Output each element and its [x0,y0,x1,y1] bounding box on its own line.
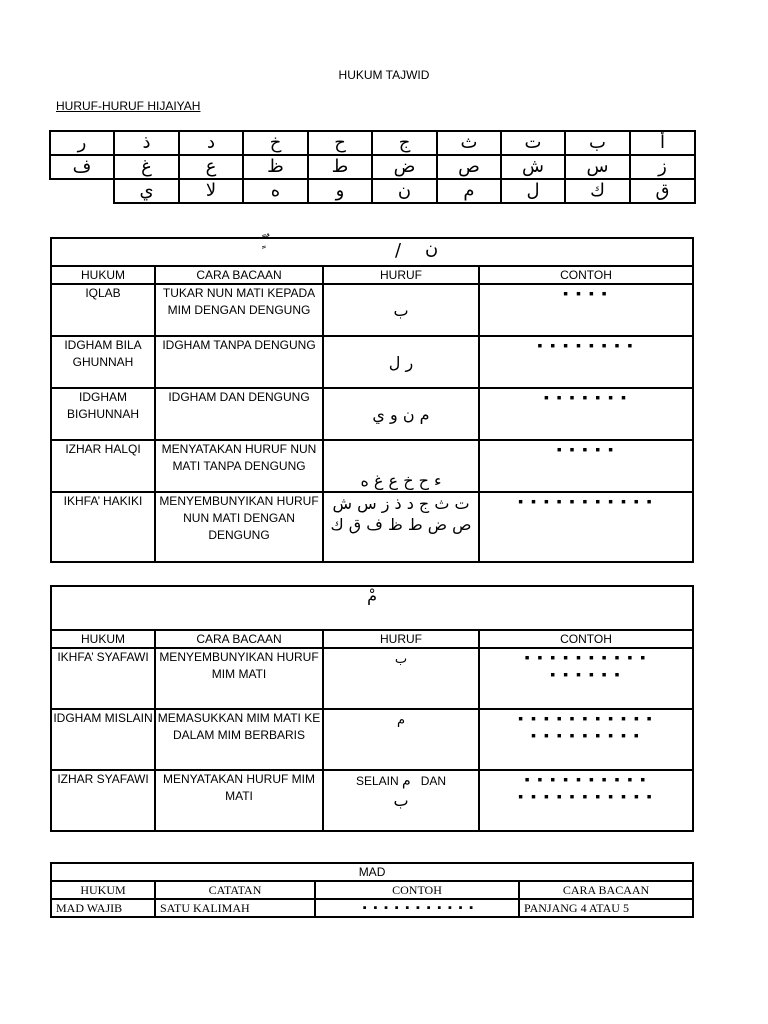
huruf-cell: م [323,709,479,770]
hukum-cell: IZHAR SYAFAWI [51,770,155,831]
contoh-cell: ▪ ▪ ▪ ▪ ▪ ▪ ▪ ▪ ▪ ▪ ▪ [479,492,693,562]
letter-cell: ث [437,131,501,155]
table-row [51,492,693,562]
hijaiyah-row [50,179,695,203]
huruf-cell: ب [323,284,479,336]
hukum-cell: IKHFA’ SYAFAWI [51,648,155,709]
letter-cell: ن [372,179,437,203]
hijaiyah-row [50,131,695,155]
hijaiyah-table [49,130,696,204]
header-cara-bacaan: CARA BACAAN [155,630,323,648]
letter-cell: أ [630,131,695,155]
hukum-cell: IDGHAM BIGHUNNAH [51,388,155,440]
letter-cell: ك [565,179,630,203]
header-contoh: CONTOH [479,266,693,284]
contoh-cell: ▪ ▪ ▪ ▪ ▪ ▪ ▪ ▪ ▪ ▪ ▪ [315,899,519,917]
table-row [51,440,693,492]
header-huruf: HURUF [323,266,479,284]
table-row [51,336,693,388]
huruf-cell: ت ث ج د ذ ز س ش ص ض ط ظ ف ق ك [323,492,479,562]
letter-cell: ض [372,155,437,179]
table-row [51,899,693,917]
huruf-cell: م ن و ي [323,388,479,440]
letter-cell: ه [243,179,308,203]
cara-cell: PANJANG 4 ATAU 5 [519,899,693,917]
letter-cell: س [565,155,630,179]
letter-cell: ح [308,131,372,155]
contoh-cell: ▪ ▪ ▪ ▪ ▪ ▪ ▪ [479,388,693,440]
table-row [51,388,693,440]
letter-cell: ب [565,131,630,155]
contoh-cell: ▪ ▪ ▪ ▪ ▪ ▪ ▪ ▪ [479,336,693,388]
contoh-cell [479,770,693,831]
contoh-cell: ▪ ▪ ▪ ▪ ▪ [479,440,693,492]
tanwin-marks: ٍ ً ٌ [262,234,270,249]
hukum-cell: IDGHAM MISLAIN [51,709,155,770]
table-row [51,648,693,709]
cara-cell: MENYEMBUNYIKAN HURUF MIM MATI [155,648,323,709]
header-cara-bacaan: CARA BACAAN [155,266,323,284]
header-catatan: CATATAN [155,881,315,899]
contoh-line: ▪ ▪ ▪ ▪ ▪ ▪ ▪ ▪ ▪ [531,727,641,743]
huruf-cell [323,770,479,831]
header-hukum: HUKUM [51,630,155,648]
mim-caption [51,586,693,630]
mim-letter: م [402,773,411,789]
huruf-cell: ب [323,648,479,709]
letter-cell: خ [243,131,308,155]
table-header-row [51,266,693,284]
letter-cell: و [308,179,372,203]
mim-sukun-letter: مْ [367,586,377,605]
hukum-cell: IKHFA’ HAKIKI [51,492,155,562]
letter-cell: ج [372,131,437,155]
contoh-line: ▪ ▪ ▪ ▪ ▪ ▪ ▪ ▪ ▪ ▪ ▪ [518,788,654,804]
letter-cell: ت [501,131,565,155]
hukum-cell: MAD WAJIB [51,899,155,917]
letter-cell: ش [501,155,565,179]
letter-cell: ظ [243,155,308,179]
nun-mati-table [50,234,694,563]
catatan-cell: SATU KALIMAH [155,899,315,917]
header-cara-bacaan: CARA BACAAN [519,881,693,899]
mad-table [50,862,694,918]
hukum-cell: IZHAR HALQI [51,440,155,492]
contoh-line: ▪ ▪ ▪ ▪ ▪ ▪ [550,666,622,682]
empty-cell [50,179,114,203]
table-caption-row [51,586,693,630]
letter-cell: ط [308,155,372,179]
letter-cell: د [179,131,243,155]
contoh-cell [479,648,693,709]
contoh-line: ▪ ▪ ▪ ▪ ▪ ▪ ▪ ▪ ▪ ▪ [524,649,648,665]
cara-cell: MENYATAKAN HURUF NUN MATI TANPA DENGUNG [155,440,323,492]
table-caption-row [51,863,693,881]
letter-cell: م [437,179,501,203]
letter-cell: ر [50,131,114,155]
hukum-cell: IQLAB [51,284,155,336]
cara-cell: IDGHAM DAN DENGUNG [155,388,323,440]
table-row [51,709,693,770]
header-huruf: HURUF [323,630,479,648]
cara-cell: MEMASUKKAN MIM MATI KE DALAM MIM BERBARIS [155,709,323,770]
huruf-dan-label: DAN [420,774,447,788]
nun-caption [51,234,693,266]
cara-cell: MENYATAKAN HURUF MIM MATI [155,770,323,831]
letter-cell: ل [501,179,565,203]
header-hukum: HUKUM [51,266,155,284]
letter-cell: ع [179,155,243,179]
huruf-selain-label: SELAIN [355,774,399,788]
table-row [51,284,693,336]
ba-letter: ب [393,791,409,810]
letter-cell: ز [630,155,695,179]
cara-cell: IDGHAM TANPA DENGUNG [155,336,323,388]
letter-cell: لا [179,179,243,203]
nun-sukun-letter: ن [425,238,439,259]
huruf-cell: ء ح خ ع غ ه [323,440,479,492]
hukum-cell: IDGHAM BILA GHUNNAH [51,336,155,388]
header-hukum: HUKUM [51,881,155,899]
page-title: HUKUM TAJWID [338,68,430,82]
hijaiyah-row [50,155,695,179]
mim-mati-table [50,585,694,832]
table-header-row [51,881,693,899]
caption-slash: / [395,240,402,261]
mad-title: MAD [51,863,693,881]
table-header-row [51,630,693,648]
letter-cell: غ [114,155,179,179]
huruf-cell: ر ل [323,336,479,388]
section-heading-hijaiyah: HURUF-HURUF HIJAIYAH [56,99,201,113]
header-contoh: CONTOH [479,630,693,648]
cara-cell: TUKAR NUN MATI KEPADA MIM DENGAN DENGUNG [155,284,323,336]
letter-cell: ق [630,179,695,203]
contoh-cell: ▪ ▪ ▪ ▪ [479,284,693,336]
table-caption-row [51,238,693,266]
letter-cell: ف [50,155,114,179]
header-contoh: CONTOH [315,881,519,899]
contoh-line: ▪ ▪ ▪ ▪ ▪ ▪ ▪ ▪ ▪ ▪ [524,771,648,787]
letter-cell: ص [437,155,501,179]
contoh-cell [479,709,693,770]
contoh-line: ▪ ▪ ▪ ▪ ▪ ▪ ▪ ▪ ▪ ▪ ▪ [518,710,654,726]
letter-cell: ي [114,179,179,203]
table-row [51,770,693,831]
cara-cell: MENYEMBUNYIKAN HURUF NUN MATI DENGAN DENGUNG [155,492,323,562]
letter-cell: ذ [114,131,179,155]
